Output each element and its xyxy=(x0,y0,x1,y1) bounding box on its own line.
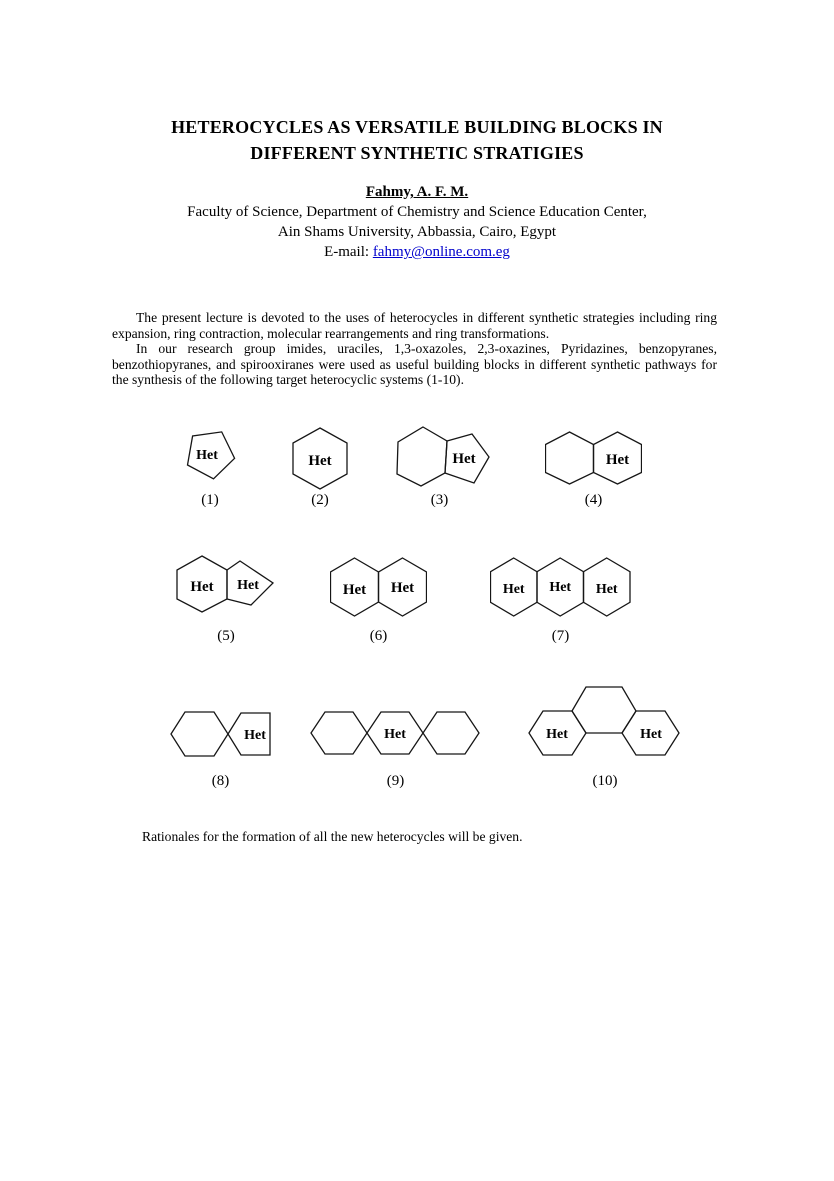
email-label: E-mail: xyxy=(324,244,370,260)
structure-10-diagram xyxy=(527,683,683,757)
structure-2-caption: (2) xyxy=(311,492,329,508)
structure-4-caption: (4) xyxy=(584,492,603,508)
email-line xyxy=(0,242,834,262)
het-label: Het xyxy=(640,727,662,742)
structure-2 xyxy=(292,427,348,509)
author-name: Fahmy, A. F. M. xyxy=(365,184,469,200)
structure-1 xyxy=(183,428,237,509)
structure-1-caption: (1) xyxy=(201,492,219,508)
het-label: Het xyxy=(605,452,630,468)
hexagon-ring xyxy=(311,712,367,754)
email-link[interactable]: fahmy@online.com.eg xyxy=(372,244,510,260)
structure-5-caption: (5) xyxy=(217,628,235,644)
structure-5-diagram xyxy=(176,555,276,613)
structure-8 xyxy=(170,710,271,790)
closing-sentence: Rationales for the formation of all the new heterocycles will be given. xyxy=(142,829,523,844)
structure-9-caption: (9) xyxy=(386,773,405,789)
abstract-body xyxy=(112,310,717,388)
structure-4-diagram xyxy=(545,431,642,485)
hexagon-ring xyxy=(171,712,228,756)
structure-10-caption: (10) xyxy=(592,773,618,789)
structure-7 xyxy=(490,557,631,645)
het-label: Het xyxy=(546,727,568,742)
affiliation-line-2: Ain Shams University, Abbassia, Cairo, Egypt xyxy=(277,224,557,240)
abstract-paragraph-1: The present lecture is devoted to the uses of heterocycles in different synthetic strategies including ring expansion, ring contraction, molecular rearrangements and ring transformations. xyxy=(112,310,717,341)
structure-7-diagram xyxy=(490,557,631,617)
hexagon-ring xyxy=(397,427,447,486)
author-block xyxy=(0,182,834,262)
het-label: Het xyxy=(384,727,406,742)
structure-8-caption: (8) xyxy=(211,773,230,789)
het-label: Het xyxy=(502,582,525,597)
het-label: Het xyxy=(595,582,618,597)
structure-10 xyxy=(527,683,683,790)
title-line-2: DIFFERENT SYNTHETIC STRATIGIES xyxy=(250,143,584,163)
structure-6-diagram xyxy=(330,557,427,617)
page-title xyxy=(0,114,834,166)
structure-2-diagram xyxy=(292,427,348,490)
hexagon-ring xyxy=(423,712,479,754)
structure-6 xyxy=(330,557,427,645)
het-label: Het xyxy=(342,582,367,598)
het-label: Het xyxy=(237,578,259,593)
hexagon-ring xyxy=(546,432,594,484)
affiliation-line-1: Faculty of Science, Department of Chemistry and Science Education Center, xyxy=(187,204,647,220)
structure-1-diagram xyxy=(183,428,237,480)
structure-4 xyxy=(545,431,642,509)
structure-6-caption: (6) xyxy=(369,628,388,644)
structure-8-diagram xyxy=(170,710,271,758)
structure-3-caption: (3) xyxy=(430,492,449,508)
het-label: Het xyxy=(244,728,266,743)
structure-9 xyxy=(310,710,481,790)
het-label: Het xyxy=(390,580,415,596)
title-line-1: HETEROCYCLES AS VERSATILE BUILDING BLOCKS IN xyxy=(171,117,663,137)
structure-5 xyxy=(176,555,276,645)
structure-3 xyxy=(388,425,491,509)
structure-3-diagram xyxy=(388,425,491,488)
het-label: Het xyxy=(452,451,476,467)
structure-9-diagram xyxy=(310,710,481,756)
het-label: Het xyxy=(196,448,218,463)
structure-7-caption: (7) xyxy=(551,628,570,644)
het-label: Het xyxy=(549,580,572,595)
het-label: Het xyxy=(190,579,214,595)
abstract-paragraph-2: In our research group imides, uraciles, 1,3-oxazoles, 2,3-oxazines, Pyridazines, benzopyranes, benzothiopyranes, and spirooxiranes were used as useful building blocks in different synthetic pathways for the synthesis of the following target heterocyclic systems (1-10). xyxy=(112,341,717,387)
het-label: Het xyxy=(308,453,332,469)
